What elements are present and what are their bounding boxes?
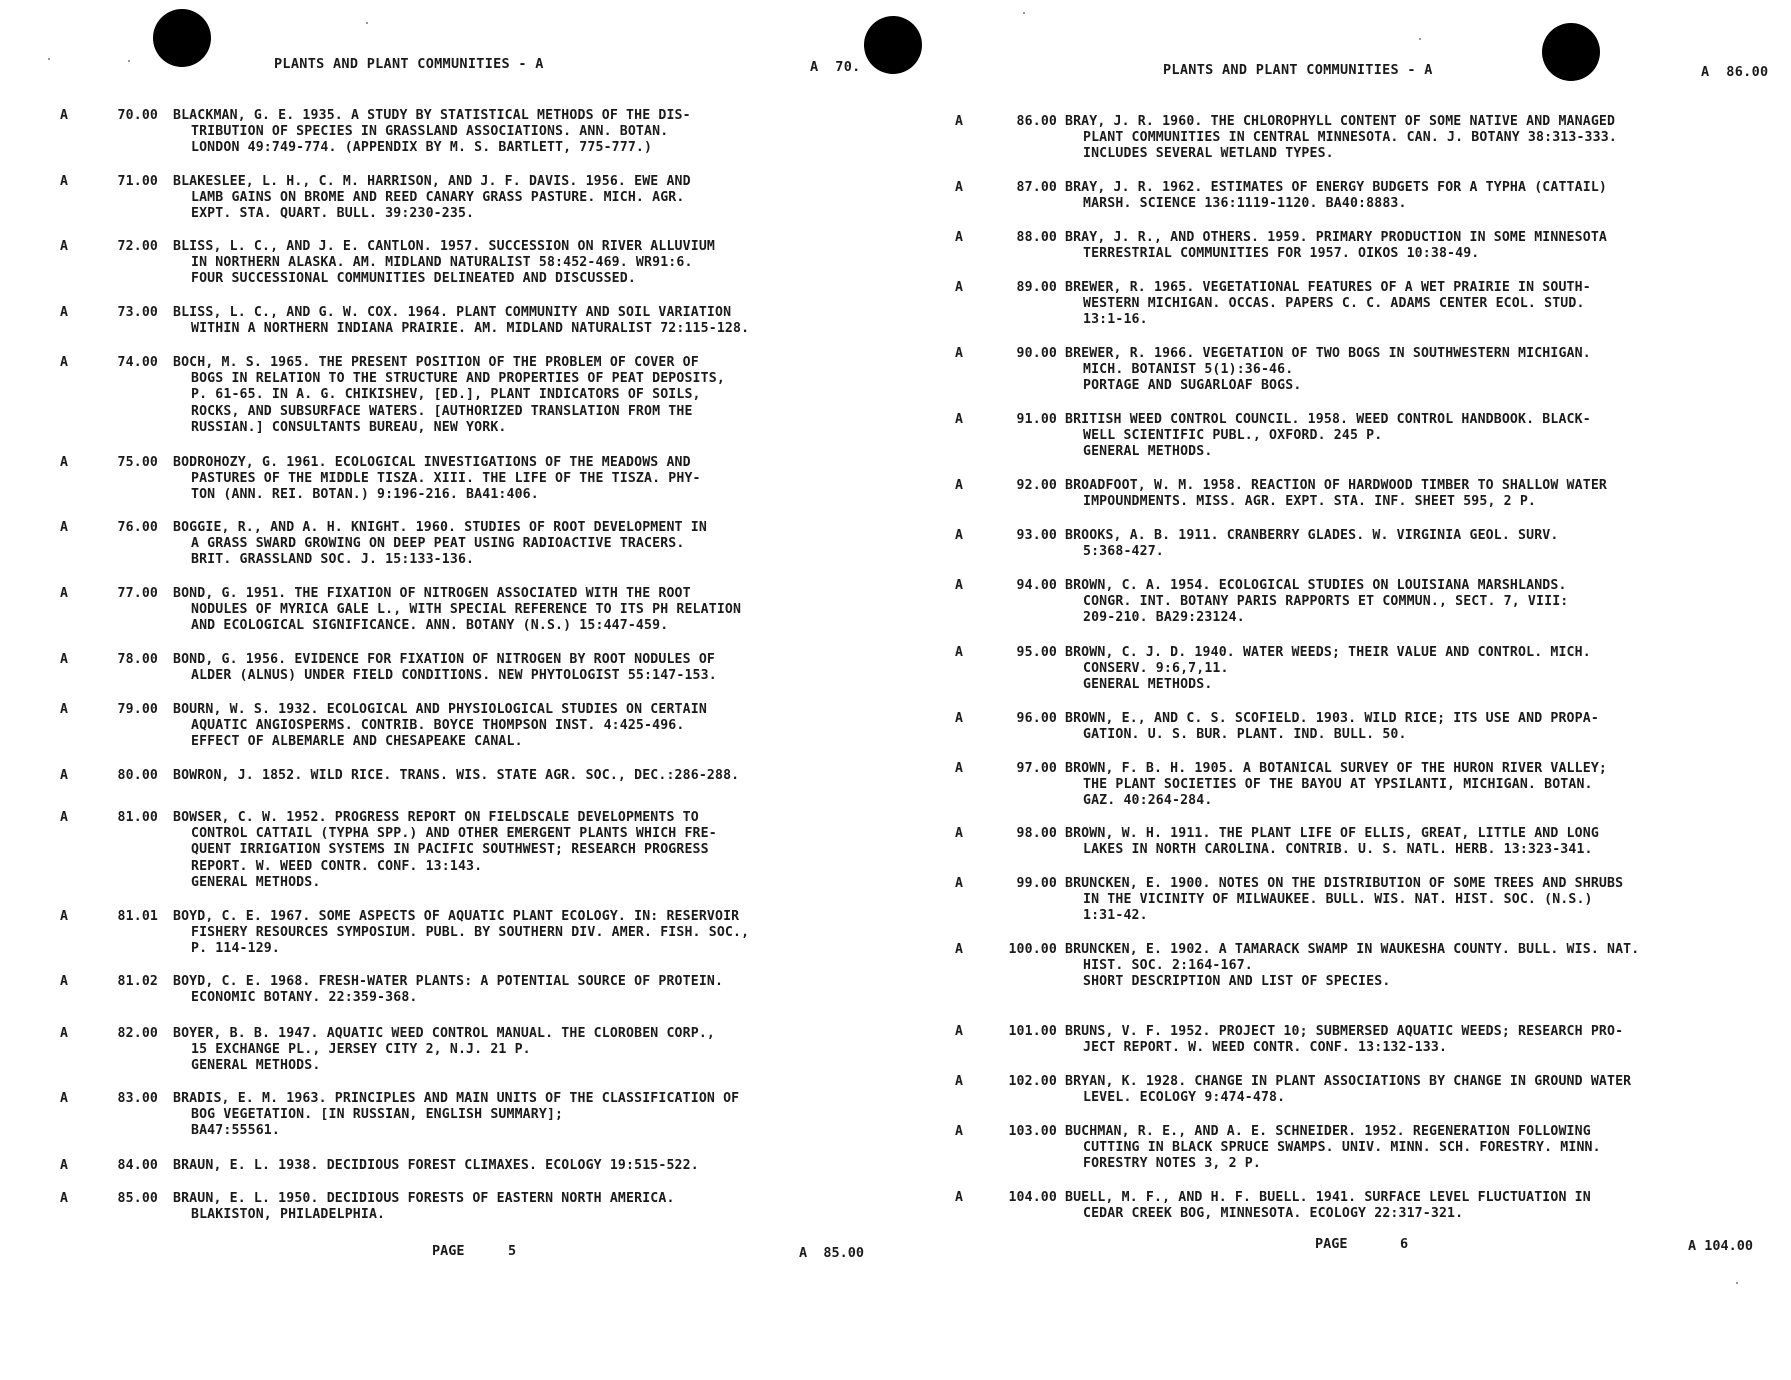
entry-number: 98.00	[1016, 826, 1057, 841]
entry-citation-line: ROCKS, AND SUBSURFACE WATERS. [AUTHORIZED TRANSLATION FROM THE	[191, 403, 693, 419]
right-footer-page-number: 6	[1400, 1236, 1409, 1252]
entry-section-letter: A	[60, 810, 69, 825]
entry-section-letter: A	[60, 974, 69, 989]
entry-number: 70.00	[117, 108, 158, 123]
entry-citation-first-line: BLACKMAN, G. E. 1935. A STUDY BY STATISTICAL METHODS OF THE DIS-	[173, 108, 691, 123]
entry-section-letter: A	[955, 346, 964, 361]
entry-section-letter: A	[955, 1024, 964, 1039]
entry-citation-line: PLANT COMMUNITIES IN CENTRAL MINNESOTA. CAN. J. BOTANY 38:313-333.	[1083, 130, 1617, 146]
entry-citation-line: GATION. U. S. BUR. PLANT. IND. BULL. 50.	[1083, 727, 1407, 743]
entry-citation-first-line: BROWN, C. J. D. 1940. WATER WEEDS; THEIR VALUE AND CONTROL. MICH.	[1065, 645, 1591, 660]
entry-section-letter: A	[955, 230, 964, 245]
entry-number: 75.00	[117, 455, 158, 470]
entry-section-letter: A	[955, 114, 964, 129]
entry-citation-first-line: BRAUN, E. L. 1938. DECIDIOUS FOREST CLIMAXES. ECOLOGY 19:515-522.	[173, 1158, 699, 1173]
entry-citation-line: SHORT DESCRIPTION AND LIST OF SPECIES.	[1083, 974, 1391, 990]
entry-citation-first-line: BRYAN, K. 1928. CHANGE IN PLANT ASSOCIATIONS BY CHANGE IN GROUND WATER	[1065, 1074, 1632, 1089]
entry-number: 92.00	[1016, 478, 1057, 493]
entry-citation-line: PASTURES OF THE MIDDLE TISZA. XIII. THE LIFE OF THE TISZA. PHY-	[191, 471, 701, 487]
entry-citation-line: WELL SCIENTIFIC PUBL., OXFORD. 245 P.	[1083, 428, 1383, 444]
entry-section-letter: A	[60, 1158, 69, 1173]
entry-citation-line: 13:1-16.	[1083, 312, 1148, 328]
entry-citation-first-line: BOCH, M. S. 1965. THE PRESENT POSITION OF THE PROBLEM OF COVER OF	[173, 355, 699, 370]
entry-citation-first-line: BLAKESLEE, L. H., C. M. HARRISON, AND J. F. DAVIS. 1956. EWE AND	[173, 174, 691, 189]
entry-citation-line: EXPT. STA. QUART. BULL. 39:230-235.	[191, 206, 475, 222]
entry-citation-line: BOGS IN RELATION TO THE STRUCTURE AND PROPERTIES OF PEAT DEPOSITS,	[191, 371, 725, 387]
entry-citation-line: TRIBUTION OF SPECIES IN GRASSLAND ASSOCIATIONS. ANN. BOTAN.	[191, 124, 669, 140]
entry-citation-line: CONTROL CATTAIL (TYPHA SPP.) AND OTHER EMERGENT PLANTS WHICH FRE-	[191, 826, 717, 842]
entry-citation-first-line: BRADIS, E. M. 1963. PRINCIPLES AND MAIN UNITS OF THE CLASSIFICATION OF	[173, 1091, 740, 1106]
entry-section-letter: A	[60, 239, 69, 254]
entry-citation-first-line: BRAY, J. R. 1960. THE CHLOROPHYLL CONTENT OF SOME NATIVE AND MANAGED	[1065, 114, 1616, 129]
entry-number: 82.00	[117, 1026, 158, 1041]
entry-citation-line: JECT REPORT. W. WEED CONTR. CONF. 13:132-133.	[1083, 1040, 1448, 1056]
entry-citation-line: A GRASS SWARD GROWING ON DEEP PEAT USING RADIOACTIVE TRACERS.	[191, 536, 685, 552]
entry-citation-line: 1:31-42.	[1083, 908, 1148, 924]
punch-hole-left-2	[864, 16, 922, 74]
entry-section-letter: A	[955, 1190, 964, 1205]
entry-section-letter: A	[955, 1124, 964, 1139]
entry-number: 77.00	[117, 586, 158, 601]
left-footer-ref: A 85.00	[799, 1245, 865, 1261]
entry-citation-line: IN NORTHERN ALASKA. AM. MIDLAND NATURALIST 58:452-469. WR91:6.	[191, 255, 693, 271]
entry-citation-first-line: BROWN, F. B. H. 1905. A BOTANICAL SURVEY OF THE HURON RIVER VALLEY;	[1065, 761, 1607, 776]
entry-citation-line: IMPOUNDMENTS. MISS. AGR. EXPT. STA. INF. SHEET 595, 2 P.	[1083, 494, 1537, 510]
entry-citation-line: FISHERY RESOURCES SYMPOSIUM. PUBL. BY SOUTHERN DIV. AMER. FISH. SOC.,	[191, 925, 750, 941]
entry-citation-line: AQUATIC ANGIOSPERMS. CONTRIB. BOYCE THOMPSON INST. 4:425-496.	[191, 718, 685, 734]
entry-section-letter: A	[955, 876, 964, 891]
entry-section-letter: A	[955, 578, 964, 593]
entry-section-letter: A	[955, 942, 964, 957]
entry-number: 78.00	[117, 652, 158, 667]
entry-section-letter: A	[60, 909, 69, 924]
right-header-title: PLANTS AND PLANT COMMUNITIES - A	[1163, 62, 1433, 78]
entry-citation-line: IN THE VICINITY OF MILWAUKEE. BULL. WIS. NAT. HIST. SOC. (N.S.)	[1083, 892, 1593, 908]
entry-citation-first-line: BODROHOZY, G. 1961. ECOLOGICAL INVESTIGATIONS OF THE MEADOWS AND	[173, 455, 691, 470]
entry-citation-first-line: BROADFOOT, W. M. 1958. REACTION OF HARDWOOD TIMBER TO SHALLOW WATER	[1065, 478, 1607, 493]
entry-section-letter: A	[60, 355, 69, 370]
entry-citation-line: LAMB GAINS ON BROME AND REED CANARY GRASS PASTURE. MICH. AGR.	[191, 190, 685, 206]
entry-section-letter: A	[955, 478, 964, 493]
entry-number: 100.00	[1008, 942, 1057, 957]
entry-number: 81.01	[117, 909, 158, 924]
entry-citation-line: MARSH. SCIENCE 136:1119-1120. BA40:8883.	[1083, 196, 1407, 212]
entry-citation-line: AND ECOLOGICAL SIGNIFICANCE. ANN. BOTANY (N.S.) 15:447-459.	[191, 618, 669, 634]
entry-section-letter: A	[60, 174, 69, 189]
entry-number: 99.00	[1016, 876, 1057, 891]
entry-section-letter: A	[60, 455, 69, 470]
entry-citation-first-line: BROOKS, A. B. 1911. CRANBERRY GLADES. W. VIRGINIA GEOL. SURV.	[1065, 528, 1559, 543]
entry-number: 83.00	[117, 1091, 158, 1106]
entry-citation-line: HIST. SOC. 2:164-167.	[1083, 958, 1253, 974]
entry-section-letter: A	[60, 586, 69, 601]
entry-section-letter: A	[60, 768, 69, 783]
entry-citation-line: CONSERV. 9:6,7,11.	[1083, 661, 1229, 677]
entry-number: 87.00	[1016, 180, 1057, 195]
right-page	[955, 0, 1785, 1300]
entry-citation-first-line: BOGGIE, R., AND A. H. KNIGHT. 1960. STUDIES OF ROOT DEVELOPMENT IN	[173, 520, 707, 535]
scan-speck	[366, 22, 368, 24]
entry-number: 103.00	[1008, 1124, 1057, 1139]
entry-number: 81.00	[117, 810, 158, 825]
entry-citation-line: PORTAGE AND SUGARLOAF BOGS.	[1083, 378, 1302, 394]
left-footer-page-number: 5	[508, 1243, 517, 1259]
entry-citation-line: MICH. BOTANIST 5(1):36-46.	[1083, 362, 1294, 378]
entry-citation-line: BLAKISTON, PHILADELPHIA.	[191, 1207, 386, 1223]
entry-citation-first-line: BUCHMAN, R. E., AND A. E. SCHNEIDER. 1952. REGENERATION FOLLOWING	[1065, 1124, 1591, 1139]
entry-citation-line: FOUR SUCCESSIONAL COMMUNITIES DELINEATED AND DISCUSSED.	[191, 271, 636, 287]
entry-number: 102.00	[1008, 1074, 1057, 1089]
entry-number: 72.00	[117, 239, 158, 254]
entry-citation-line: LAKES IN NORTH CAROLINA. CONTRIB. U. S. NATL. HERB. 13:323-341.	[1083, 842, 1593, 858]
entry-number: 85.00	[117, 1191, 158, 1206]
scan-speck	[1023, 12, 1025, 14]
entry-citation-first-line: BOND, G. 1951. THE FIXATION OF NITROGEN ASSOCIATED WITH THE ROOT	[173, 586, 691, 601]
entry-citation-first-line: BREWER, R. 1966. VEGETATION OF TWO BOGS IN SOUTHWESTERN MICHIGAN.	[1065, 346, 1591, 361]
entry-section-letter: A	[60, 702, 69, 717]
entry-section-letter: A	[955, 528, 964, 543]
entry-section-letter: A	[955, 761, 964, 776]
entry-citation-line: BRIT. GRASSLAND SOC. J. 15:133-136.	[191, 552, 475, 568]
entry-citation-line: NODULES OF MYRICA GALE L., WITH SPECIAL REFERENCE TO ITS PH RELATION	[191, 602, 742, 618]
entry-number: 93.00	[1016, 528, 1057, 543]
entry-section-letter: A	[955, 412, 964, 427]
entry-citation-line: GAZ. 40:264-284.	[1083, 793, 1213, 809]
entry-citation-line: ALDER (ALNUS) UNDER FIELD CONDITIONS. NEW PHYTOLOGIST 55:147-153.	[191, 668, 717, 684]
scan-speck	[128, 60, 130, 62]
entry-citation-first-line: BLISS, L. C., AND J. E. CANTLON. 1957. SUCCESSION ON RIVER ALLUVIUM	[173, 239, 715, 254]
entry-number: 76.00	[117, 520, 158, 535]
entry-citation-line: TON (ANN. REI. BOTAN.) 9:196-216. BA41:406.	[191, 487, 539, 503]
entry-section-letter: A	[60, 305, 69, 320]
punch-hole-right	[1542, 23, 1600, 81]
entry-citation-line: P. 61-65. IN A. G. CHIKISHEV, [ED.], PLANT INDICATORS OF SOILS,	[191, 387, 701, 403]
entry-section-letter: A	[60, 1191, 69, 1206]
entry-citation-line: THE PLANT SOCIETIES OF THE BAYOU AT YPSILANTI, MICHIGAN. BOTAN.	[1083, 777, 1593, 793]
right-footer-ref: A 104.00	[1688, 1238, 1754, 1254]
right-footer-page-label: PAGE	[1315, 1236, 1348, 1252]
entry-number: 101.00	[1008, 1024, 1057, 1039]
entry-citation-first-line: BRAY, J. R., AND OTHERS. 1959. PRIMARY PRODUCTION IN SOME MINNESOTA	[1065, 230, 1607, 245]
entry-citation-first-line: BRUNS, V. F. 1952. PROJECT 10; SUBMERSED AQUATIC WEEDS; RESEARCH PRO-	[1065, 1024, 1624, 1039]
entry-section-letter: A	[955, 180, 964, 195]
entry-citation-first-line: BLISS, L. C., AND G. W. COX. 1964. PLANT COMMUNITY AND SOIL VARIATION	[173, 305, 732, 320]
entry-citation-line: CEDAR CREEK BOG, MINNESOTA. ECOLOGY 22:317-321.	[1083, 1206, 1464, 1222]
entry-citation-line: LONDON 49:749-774. (APPENDIX BY M. S. BARTLETT, 775-777.)	[191, 140, 653, 156]
entry-citation-line: 15 EXCHANGE PL., JERSEY CITY 2, N.J. 21 P.	[191, 1042, 531, 1058]
entry-section-letter: A	[955, 280, 964, 295]
entry-citation-line: ECONOMIC BOTANY. 22:359-368.	[191, 990, 418, 1006]
entry-citation-first-line: BROWN, W. H. 1911. THE PLANT LIFE OF ELLIS, GREAT, LITTLE AND LONG	[1065, 826, 1599, 841]
entry-number: 81.02	[117, 974, 158, 989]
entry-citation-line: BOG VEGETATION. [IN RUSSIAN, ENGLISH SUMMARY];	[191, 1107, 564, 1123]
entry-citation-first-line: BREWER, R. 1965. VEGETATIONAL FEATURES OF A WET PRAIRIE IN SOUTH-	[1065, 280, 1591, 295]
entry-citation-first-line: BRAUN, E. L. 1950. DECIDIOUS FORESTS OF EASTERN NORTH AMERICA.	[173, 1191, 675, 1206]
entry-section-letter: A	[955, 645, 964, 660]
left-footer-page-label: PAGE	[432, 1243, 465, 1259]
entry-citation-line: P. 114-129.	[191, 941, 280, 957]
entry-number: 79.00	[117, 702, 158, 717]
entry-number: 86.00	[1016, 114, 1057, 129]
entry-citation-line: EFFECT OF ALBEMARLE AND CHESAPEAKE CANAL.	[191, 734, 523, 750]
entry-citation-first-line: BOYD, C. E. 1967. SOME ASPECTS OF AQUATIC PLANT ECOLOGY. IN: RESERVOIR	[173, 909, 740, 924]
entry-citation-first-line: BOYD, C. E. 1968. FRESH-WATER PLANTS: A POTENTIAL SOURCE OF PROTEIN.	[173, 974, 724, 989]
entry-citation-line: CONGR. INT. BOTANY PARIS RAPPORTS ET COMMUN., SECT. 7, VIII:	[1083, 594, 1569, 610]
entry-number: 95.00	[1016, 645, 1057, 660]
entry-citation-first-line: BOWSER, C. W. 1952. PROGRESS REPORT ON FIELDSCALE DEVELOPMENTS TO	[173, 810, 699, 825]
entry-citation-first-line: BROWN, E., AND C. S. SCOFIELD. 1903. WILD RICE; ITS USE AND PROPA-	[1065, 711, 1599, 726]
entry-citation-line: GENERAL METHODS.	[191, 874, 321, 890]
entry-number: 88.00	[1016, 230, 1057, 245]
entry-number: 90.00	[1016, 346, 1057, 361]
entry-number: 104.00	[1008, 1190, 1057, 1205]
entry-citation-line: GENERAL METHODS.	[1083, 677, 1213, 693]
entry-citation-line: QUENT IRRIGATION SYSTEMS IN PACIFIC SOUTHWEST; RESEARCH PROGRESS	[191, 842, 709, 858]
punch-hole-left-1	[153, 9, 211, 67]
entry-citation-first-line: BRAY, J. R. 1962. ESTIMATES OF ENERGY BUDGETS FOR A TYPHA (CATTAIL)	[1065, 180, 1607, 195]
entry-section-letter: A	[60, 1026, 69, 1041]
entry-citation-first-line: BRITISH WEED CONTROL COUNCIL. 1958. WEED CONTROL HANDBOOK. BLACK-	[1065, 412, 1591, 427]
entry-number: 80.00	[117, 768, 158, 783]
entry-citation-line: GENERAL METHODS.	[1083, 444, 1213, 460]
entry-citation-line: WITHIN A NORTHERN INDIANA PRAIRIE. AM. MIDLAND NATURALIST 72:115-128.	[191, 321, 750, 337]
entry-number: 91.00	[1016, 412, 1057, 427]
entry-citation-first-line: BOWRON, J. 1852. WILD RICE. TRANS. WIS. STATE AGR. SOC., DEC.:286-288.	[173, 768, 740, 783]
entry-section-letter: A	[955, 826, 964, 841]
scan-speck	[1736, 1282, 1738, 1284]
entry-number: 97.00	[1016, 761, 1057, 776]
entry-number: 84.00	[117, 1158, 158, 1173]
entry-citation-line: INCLUDES SEVERAL WETLAND TYPES.	[1083, 146, 1334, 162]
left-header-ref: A 70.	[810, 59, 861, 75]
entry-number: 74.00	[117, 355, 158, 370]
entry-number: 94.00	[1016, 578, 1057, 593]
entry-number: 96.00	[1016, 711, 1057, 726]
entry-number: 71.00	[117, 174, 158, 189]
entry-citation-line: RUSSIAN.] CONSULTANTS BUREAU, NEW YORK.	[191, 419, 507, 435]
entry-number: 73.00	[117, 305, 158, 320]
scan-speck	[1419, 38, 1421, 40]
entry-citation-first-line: BUELL, M. F., AND H. F. BUELL. 1941. SURFACE LEVEL FLUCTUATION IN	[1065, 1190, 1591, 1205]
entry-number: 89.00	[1016, 280, 1057, 295]
entry-section-letter: A	[60, 108, 69, 123]
entry-citation-line: 209-210. BA29:23124.	[1083, 610, 1245, 626]
entry-section-letter: A	[955, 1074, 964, 1089]
entry-citation-first-line: BOURN, W. S. 1932. ECOLOGICAL AND PHYSIOLOGICAL STUDIES ON CERTAIN	[173, 702, 707, 717]
entry-citation-line: GENERAL METHODS.	[191, 1058, 321, 1074]
entry-citation-line: LEVEL. ECOLOGY 9:474-478.	[1083, 1090, 1286, 1106]
entry-citation-line: FORESTRY NOTES 3, 2 P.	[1083, 1156, 1261, 1172]
entry-section-letter: A	[60, 1091, 69, 1106]
left-header-title: PLANTS AND PLANT COMMUNITIES - A	[274, 56, 544, 72]
entry-citation-first-line: BOND, G. 1956. EVIDENCE FOR FIXATION OF NITROGEN BY ROOT NODULES OF	[173, 652, 715, 667]
entry-section-letter: A	[60, 520, 69, 535]
entry-section-letter: A	[60, 652, 69, 667]
entry-citation-line: WESTERN MICHIGAN. OCCAS. PAPERS C. C. ADAMS CENTER ECOL. STUD.	[1083, 296, 1585, 312]
entry-citation-line: CUTTING IN BLACK SPRUCE SWAMPS. UNIV. MINN. SCH. FORESTRY. MINN.	[1083, 1140, 1601, 1156]
entry-section-letter: A	[955, 711, 964, 726]
left-page	[60, 0, 890, 1300]
entry-citation-line: REPORT. W. WEED CONTR. CONF. 13:143.	[191, 858, 483, 874]
entry-citation-line: 5:368-427.	[1083, 544, 1164, 560]
scan-speck	[48, 58, 50, 60]
entry-citation-first-line: BRUNCKEN, E. 1900. NOTES ON THE DISTRIBUTION OF SOME TREES AND SHRUBS	[1065, 876, 1624, 891]
entry-citation-line: TERRESTRIAL COMMUNITIES FOR 1957. OIKOS 10:38-49.	[1083, 246, 1480, 262]
entry-citation-first-line: BROWN, C. A. 1954. ECOLOGICAL STUDIES ON LOUISIANA MARSHLANDS.	[1065, 578, 1567, 593]
entry-citation-line: BA47:55561.	[191, 1123, 280, 1139]
entry-citation-first-line: BRUNCKEN, E. 1902. A TAMARACK SWAMP IN WAUKESHA COUNTY. BULL. WIS. NAT.	[1065, 942, 1640, 957]
entry-citation-first-line: BOYER, B. B. 1947. AQUATIC WEED CONTROL MANUAL. THE CLOROBEN CORP.,	[173, 1026, 715, 1041]
right-header-ref: A 86.00	[1701, 64, 1769, 80]
